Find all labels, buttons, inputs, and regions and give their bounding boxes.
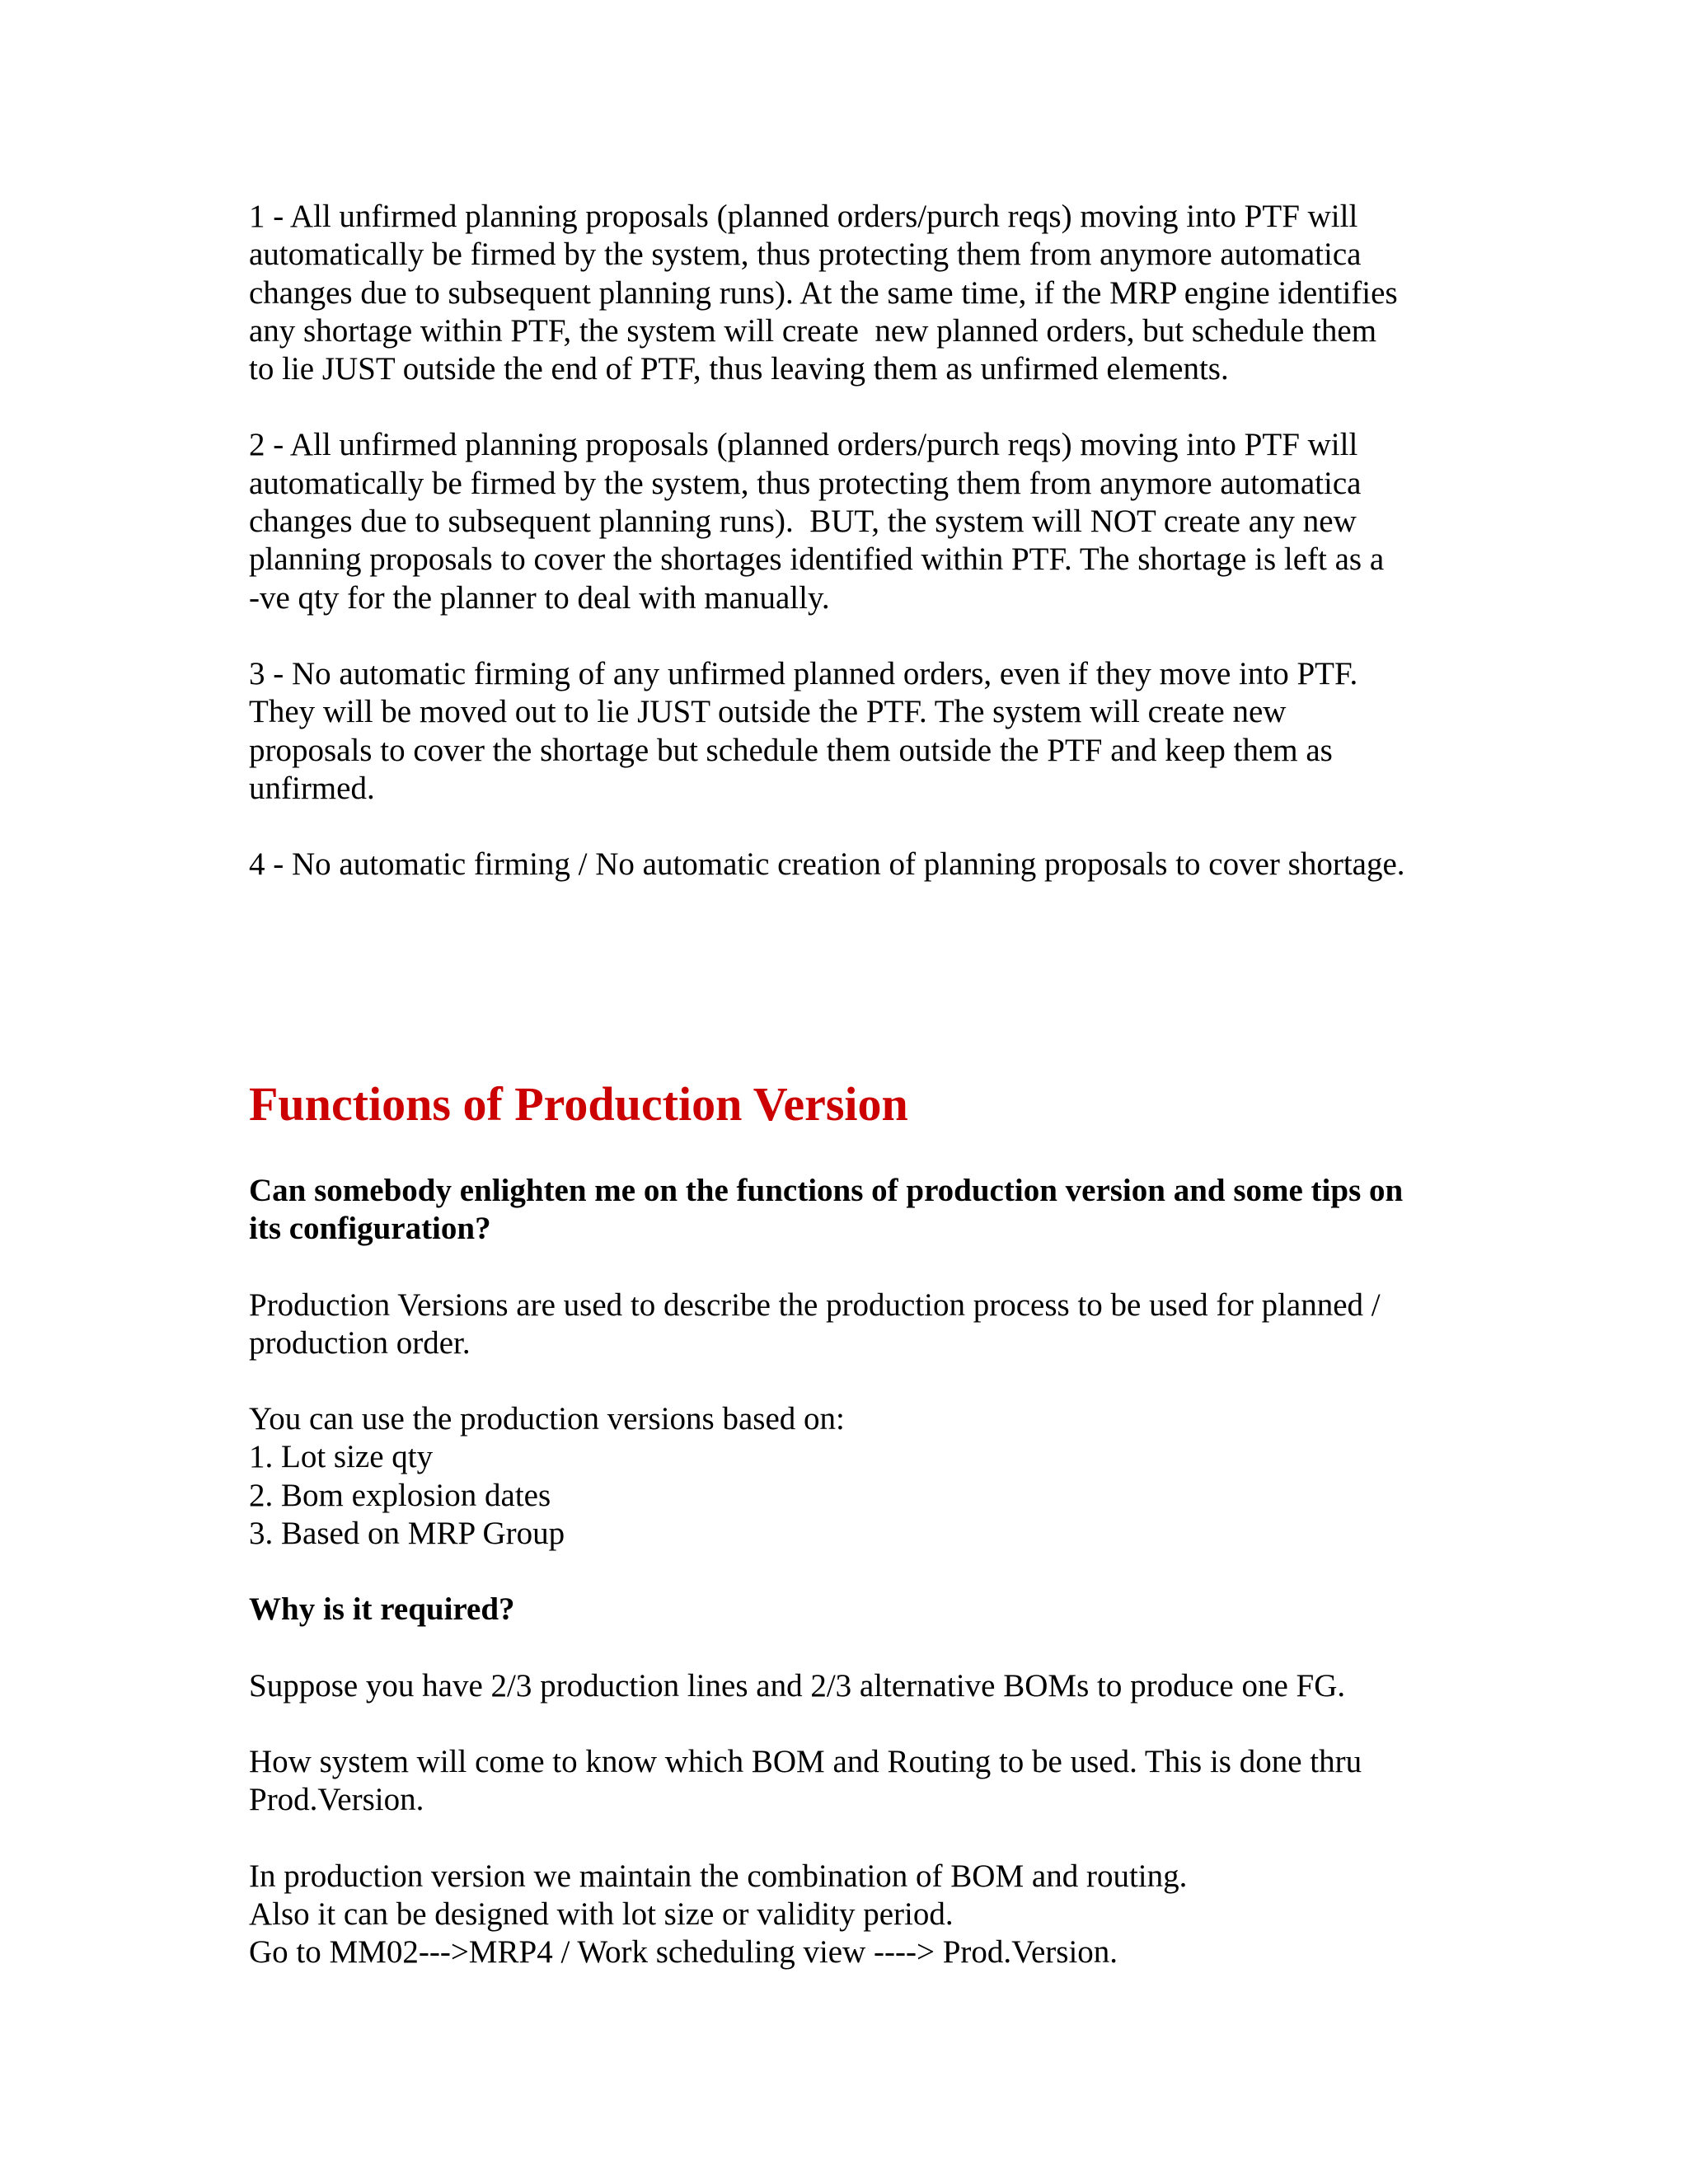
suppose-text: Suppose you have 2/3 production lines and 2/3 alternative BOMs to produce one FG.	[249, 1667, 1346, 1704]
maintain-text: In production version we maintain the combination of BOM and routing. Also it can be designed with lot size or validity period. Go to MM02--->MRP4 / Work scheduling view ----> Prod.Version.	[249, 1858, 1188, 1971]
ptf-option-1: 1 - All unfirmed planning proposals (planned orders/purch reqs) moving into PTF will automatically be firmed by the system, thus protecting them from anymore automatica changes due to subsequent planning runs). At the same time, if the MRP engine identifies any shortage within PTF, the system will create new planned orders, but schedule them to lie JUST outside the end of PTF, thus leaving them as unfirmed elements.	[249, 199, 1398, 387]
ptf-option-2: 2 - All unfirmed planning proposals (planned orders/purch reqs) moving into PTF will automatically be firmed by the system, thus protecting them from anymore automatica changes due to subsequent planning runs). BUT, the system will NOT create any new planning proposals to cover the shortages identified within PTF. The shortage is left as a -ve qty for the planner to deal with manually.	[249, 427, 1385, 616]
ptf-option-3: 3 - No automatic firming of any unfirmed planned orders, even if they move into PTF. They will be moved out to lie JUST outside the PTF. The system will create new proposals to cover the shortage but schedule them outside the PTF and keep them as unfirmed.	[249, 655, 1358, 806]
ptf-options-section	[249, 198, 1452, 883]
question-text: Can somebody enlighten me on the functions of production version and some tips on its configuration?	[249, 1173, 1404, 1247]
production-version-section	[249, 1172, 1452, 1971]
usage-list: You can use the production versions based on: 1. Lot size qty 2. Bom explosion dates 3. Based on MRP Group	[249, 1401, 845, 1552]
ptf-option-4: 4 - No automatic firming / No automatic creation of planning proposals to cover shortage.	[249, 846, 1405, 883]
section-title: Functions of Production Version	[249, 1077, 908, 1131]
how-text: How system will come to know which BOM and Routing to be used. This is done thru Prod.Version.	[249, 1743, 1362, 1818]
why-heading: Why is it required?	[249, 1591, 515, 1628]
intro-text: Production Versions are used to describe the production process to be used for planned / production order.	[249, 1286, 1381, 1361]
